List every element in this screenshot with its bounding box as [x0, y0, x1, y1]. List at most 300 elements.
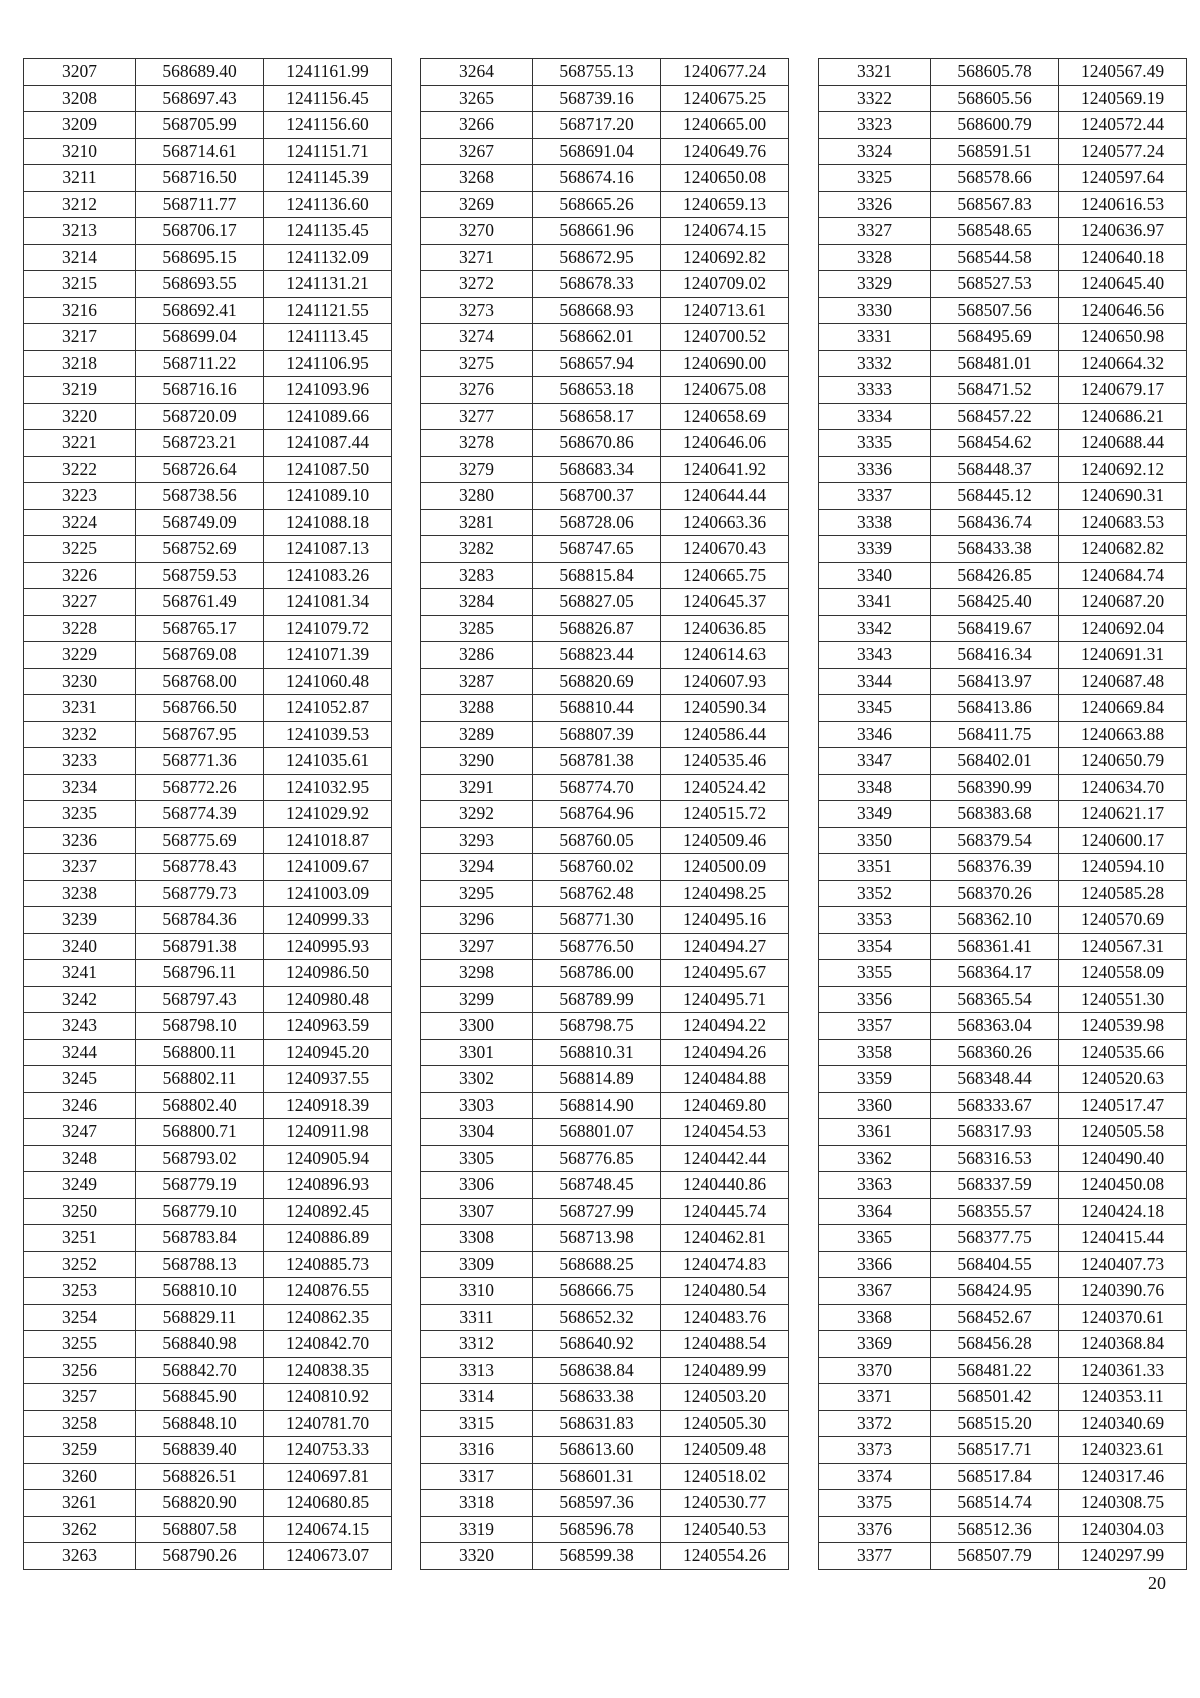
- x-coordinate-cell: 568596.78: [533, 1516, 661, 1543]
- table-row: [421, 138, 789, 165]
- table-row: [421, 1463, 789, 1490]
- y-coordinate-cell: 1240483.76: [661, 1304, 789, 1331]
- y-coordinate-cell: 1240650.98: [1059, 324, 1187, 351]
- point-number-cell: 3243: [24, 1013, 136, 1040]
- y-coordinate-cell: 1240442.44: [661, 1145, 789, 1172]
- point-number-cell: 3215: [24, 271, 136, 298]
- x-coordinate-cell: 568495.69: [931, 324, 1059, 351]
- table-row: [421, 589, 789, 616]
- y-coordinate-cell: 1240659.13: [661, 191, 789, 218]
- x-coordinate-cell: 568699.04: [136, 324, 264, 351]
- y-coordinate-cell: 1240650.08: [661, 165, 789, 192]
- y-coordinate-cell: 1240304.03: [1059, 1516, 1187, 1543]
- y-coordinate-cell: 1240674.15: [661, 218, 789, 245]
- point-number-cell: 3295: [421, 880, 533, 907]
- y-coordinate-cell: 1240551.30: [1059, 986, 1187, 1013]
- x-coordinate-cell: 568800.71: [136, 1119, 264, 1146]
- point-number-cell: 3341: [819, 589, 931, 616]
- point-number-cell: 3322: [819, 85, 931, 112]
- y-coordinate-cell: 1240480.54: [661, 1278, 789, 1305]
- x-coordinate-cell: 568738.56: [136, 483, 264, 510]
- x-coordinate-cell: 568711.77: [136, 191, 264, 218]
- y-coordinate-cell: 1240540.53: [661, 1516, 789, 1543]
- table-row: [421, 1119, 789, 1146]
- table-row: [819, 1092, 1187, 1119]
- y-coordinate-cell: 1240674.15: [264, 1516, 392, 1543]
- y-coordinate-cell: 1240361.33: [1059, 1357, 1187, 1384]
- x-coordinate-cell: 568776.85: [533, 1145, 661, 1172]
- y-coordinate-cell: 1240520.63: [1059, 1066, 1187, 1093]
- x-coordinate-cell: 568801.07: [533, 1119, 661, 1146]
- y-coordinate-cell: 1240664.32: [1059, 350, 1187, 377]
- point-number-cell: 3217: [24, 324, 136, 351]
- table-row: [24, 1119, 392, 1146]
- x-coordinate-cell: 568693.55: [136, 271, 264, 298]
- x-coordinate-cell: 568749.09: [136, 509, 264, 536]
- y-coordinate-cell: 1240616.53: [1059, 191, 1187, 218]
- point-number-cell: 3367: [819, 1278, 931, 1305]
- table-row: [24, 801, 392, 828]
- table-row: [819, 668, 1187, 695]
- point-number-cell: 3276: [421, 377, 533, 404]
- x-coordinate-cell: 568600.79: [931, 112, 1059, 139]
- y-coordinate-cell: 1240709.02: [661, 271, 789, 298]
- y-coordinate-cell: 1241161.99: [264, 59, 392, 86]
- x-coordinate-cell: 568776.50: [533, 933, 661, 960]
- y-coordinate-cell: 1241083.26: [264, 562, 392, 589]
- table-row: [24, 642, 392, 669]
- y-coordinate-cell: 1241088.18: [264, 509, 392, 536]
- point-number-cell: 3308: [421, 1225, 533, 1252]
- x-coordinate-cell: 568678.33: [533, 271, 661, 298]
- x-coordinate-cell: 568771.30: [533, 907, 661, 934]
- x-coordinate-cell: 568765.17: [136, 615, 264, 642]
- table-row: [421, 403, 789, 430]
- table-row: [819, 960, 1187, 987]
- y-coordinate-cell: 1240665.75: [661, 562, 789, 589]
- table-row: [24, 456, 392, 483]
- y-coordinate-cell: 1241156.60: [264, 112, 392, 139]
- page-number: 20: [1148, 1573, 1166, 1593]
- x-coordinate-cell: 568760.02: [533, 854, 661, 881]
- y-coordinate-cell: 1240885.73: [264, 1251, 392, 1278]
- y-coordinate-cell: 1240687.48: [1059, 668, 1187, 695]
- point-number-cell: 3306: [421, 1172, 533, 1199]
- point-number-cell: 3266: [421, 112, 533, 139]
- y-coordinate-cell: 1240649.76: [661, 138, 789, 165]
- point-number-cell: 3355: [819, 960, 931, 987]
- y-coordinate-cell: 1240663.36: [661, 509, 789, 536]
- table-row: [421, 986, 789, 1013]
- table-row: [24, 1410, 392, 1437]
- point-number-cell: 3261: [24, 1490, 136, 1517]
- x-coordinate-cell: 568363.04: [931, 1013, 1059, 1040]
- y-coordinate-cell: 1240524.42: [661, 774, 789, 801]
- y-coordinate-cell: 1240641.92: [661, 456, 789, 483]
- x-coordinate-cell: 568599.38: [533, 1543, 661, 1570]
- y-coordinate-cell: 1240489.99: [661, 1357, 789, 1384]
- y-coordinate-cell: 1241087.13: [264, 536, 392, 563]
- point-number-cell: 3232: [24, 721, 136, 748]
- x-coordinate-cell: 568544.58: [931, 244, 1059, 271]
- point-number-cell: 3354: [819, 933, 931, 960]
- x-coordinate-cell: 568454.62: [931, 430, 1059, 457]
- x-coordinate-cell: 568348.44: [931, 1066, 1059, 1093]
- point-number-cell: 3330: [819, 297, 931, 324]
- point-number-cell: 3332: [819, 350, 931, 377]
- table-row: [24, 112, 392, 139]
- x-coordinate-cell: 568706.17: [136, 218, 264, 245]
- table-row: [819, 1410, 1187, 1437]
- y-coordinate-cell: 1241081.34: [264, 589, 392, 616]
- point-number-cell: 3241: [24, 960, 136, 987]
- point-number-cell: 3286: [421, 642, 533, 669]
- x-coordinate-cell: 568802.40: [136, 1092, 264, 1119]
- point-number-cell: 3240: [24, 933, 136, 960]
- point-number-cell: 3259: [24, 1437, 136, 1464]
- x-coordinate-cell: 568691.04: [533, 138, 661, 165]
- y-coordinate-cell: 1240995.93: [264, 933, 392, 960]
- table-row: [819, 1039, 1187, 1066]
- x-coordinate-cell: 568786.00: [533, 960, 661, 987]
- y-coordinate-cell: 1241039.53: [264, 721, 392, 748]
- point-number-cell: 3312: [421, 1331, 533, 1358]
- point-number-cell: 3220: [24, 403, 136, 430]
- x-coordinate-cell: 568515.20: [931, 1410, 1059, 1437]
- y-coordinate-cell: 1241136.60: [264, 191, 392, 218]
- table-row: [421, 854, 789, 881]
- table-row: [24, 854, 392, 881]
- point-number-cell: 3300: [421, 1013, 533, 1040]
- y-coordinate-cell: 1240810.92: [264, 1384, 392, 1411]
- y-coordinate-cell: 1241121.55: [264, 297, 392, 324]
- y-coordinate-cell: 1240494.22: [661, 1013, 789, 1040]
- point-number-cell: 3299: [421, 986, 533, 1013]
- y-coordinate-cell: 1240454.53: [661, 1119, 789, 1146]
- y-coordinate-cell: 1240590.34: [661, 695, 789, 722]
- table-row: [24, 1384, 392, 1411]
- table-row: [819, 377, 1187, 404]
- y-coordinate-cell: 1240640.18: [1059, 244, 1187, 271]
- x-coordinate-cell: 568716.50: [136, 165, 264, 192]
- point-number-cell: 3307: [421, 1198, 533, 1225]
- y-coordinate-cell: 1240645.37: [661, 589, 789, 616]
- x-coordinate-cell: 568601.31: [533, 1463, 661, 1490]
- y-coordinate-cell: 1240569.19: [1059, 85, 1187, 112]
- table-row: [24, 774, 392, 801]
- point-number-cell: 3372: [819, 1410, 931, 1437]
- x-coordinate-cell: 568316.53: [931, 1145, 1059, 1172]
- y-coordinate-cell: 1240390.76: [1059, 1278, 1187, 1305]
- x-coordinate-cell: 568774.70: [533, 774, 661, 801]
- x-coordinate-cell: 568767.95: [136, 721, 264, 748]
- point-number-cell: 3283: [421, 562, 533, 589]
- point-number-cell: 3345: [819, 695, 931, 722]
- point-number-cell: 3280: [421, 483, 533, 510]
- x-coordinate-cell: 568800.11: [136, 1039, 264, 1066]
- y-coordinate-cell: 1240474.83: [661, 1251, 789, 1278]
- x-coordinate-cell: 568527.53: [931, 271, 1059, 298]
- point-number-cell: 3210: [24, 138, 136, 165]
- point-number-cell: 3310: [421, 1278, 533, 1305]
- point-number-cell: 3273: [421, 297, 533, 324]
- point-number-cell: 3336: [819, 456, 931, 483]
- x-coordinate-cell: 568829.11: [136, 1304, 264, 1331]
- point-number-cell: 3221: [24, 430, 136, 457]
- y-coordinate-cell: 1240503.20: [661, 1384, 789, 1411]
- y-coordinate-cell: 1241135.45: [264, 218, 392, 245]
- y-coordinate-cell: 1240700.52: [661, 324, 789, 351]
- y-coordinate-cell: 1240658.69: [661, 403, 789, 430]
- y-coordinate-cell: 1240665.00: [661, 112, 789, 139]
- point-number-cell: 3326: [819, 191, 931, 218]
- table-row: [819, 1013, 1187, 1040]
- point-number-cell: 3316: [421, 1437, 533, 1464]
- x-coordinate-cell: 568605.56: [931, 85, 1059, 112]
- y-coordinate-cell: 1240462.81: [661, 1225, 789, 1252]
- x-coordinate-cell: 568784.36: [136, 907, 264, 934]
- y-coordinate-cell: 1240669.84: [1059, 695, 1187, 722]
- x-coordinate-cell: 568810.10: [136, 1278, 264, 1305]
- table-row: [421, 430, 789, 457]
- table-row: [819, 403, 1187, 430]
- x-coordinate-cell: 568658.17: [533, 403, 661, 430]
- x-coordinate-cell: 568591.51: [931, 138, 1059, 165]
- y-coordinate-cell: 1240505.30: [661, 1410, 789, 1437]
- table-row: [421, 880, 789, 907]
- table-row: [24, 907, 392, 934]
- table-row: [24, 1543, 392, 1570]
- point-number-cell: 3374: [819, 1463, 931, 1490]
- y-coordinate-cell: 1240597.64: [1059, 165, 1187, 192]
- x-coordinate-cell: 568567.83: [931, 191, 1059, 218]
- point-number-cell: 3333: [819, 377, 931, 404]
- point-number-cell: 3349: [819, 801, 931, 828]
- point-number-cell: 3364: [819, 1198, 931, 1225]
- y-coordinate-cell: 1241052.87: [264, 695, 392, 722]
- point-number-cell: 3279: [421, 456, 533, 483]
- point-number-cell: 3363: [819, 1172, 931, 1199]
- point-number-cell: 3246: [24, 1092, 136, 1119]
- y-coordinate-cell: 1240692.04: [1059, 615, 1187, 642]
- y-coordinate-cell: 1240886.89: [264, 1225, 392, 1252]
- y-coordinate-cell: 1240450.08: [1059, 1172, 1187, 1199]
- x-coordinate-cell: 568674.16: [533, 165, 661, 192]
- table-row: [421, 695, 789, 722]
- x-coordinate-cell: 568775.69: [136, 827, 264, 854]
- table-row: [24, 430, 392, 457]
- table-row: [421, 377, 789, 404]
- x-coordinate-cell: 568517.84: [931, 1463, 1059, 1490]
- point-number-cell: 3324: [819, 138, 931, 165]
- y-coordinate-cell: 1240340.69: [1059, 1410, 1187, 1437]
- table-row: [421, 483, 789, 510]
- x-coordinate-cell: 568683.34: [533, 456, 661, 483]
- point-number-cell: 3281: [421, 509, 533, 536]
- table-row: [819, 1304, 1187, 1331]
- y-coordinate-cell: 1241151.71: [264, 138, 392, 165]
- x-coordinate-cell: 568778.43: [136, 854, 264, 881]
- y-coordinate-cell: 1240692.12: [1059, 456, 1187, 483]
- point-number-cell: 3325: [819, 165, 931, 192]
- x-coordinate-cell: 568548.65: [931, 218, 1059, 245]
- table-row: [819, 1145, 1187, 1172]
- point-number-cell: 3371: [819, 1384, 931, 1411]
- table-row: [819, 191, 1187, 218]
- point-number-cell: 3353: [819, 907, 931, 934]
- y-coordinate-cell: 1240488.54: [661, 1331, 789, 1358]
- x-coordinate-cell: 568747.65: [533, 536, 661, 563]
- point-number-cell: 3285: [421, 615, 533, 642]
- x-coordinate-cell: 568789.99: [533, 986, 661, 1013]
- x-coordinate-cell: 568839.40: [136, 1437, 264, 1464]
- point-number-cell: 3368: [819, 1304, 931, 1331]
- point-number-cell: 3359: [819, 1066, 931, 1093]
- point-number-cell: 3356: [819, 986, 931, 1013]
- x-coordinate-cell: 568728.06: [533, 509, 661, 536]
- table-row: [421, 1145, 789, 1172]
- x-coordinate-cell: 568716.16: [136, 377, 264, 404]
- x-coordinate-cell: 568771.36: [136, 748, 264, 775]
- table-row: [24, 960, 392, 987]
- y-coordinate-cell: 1240585.28: [1059, 880, 1187, 907]
- y-coordinate-cell: 1241035.61: [264, 748, 392, 775]
- x-coordinate-cell: 568689.40: [136, 59, 264, 86]
- x-coordinate-cell: 568688.25: [533, 1251, 661, 1278]
- table-row: [24, 1463, 392, 1490]
- x-coordinate-cell: 568810.44: [533, 695, 661, 722]
- table-row: [24, 138, 392, 165]
- table-row: [421, 1039, 789, 1066]
- y-coordinate-cell: 1240679.17: [1059, 377, 1187, 404]
- x-coordinate-cell: 568355.57: [931, 1198, 1059, 1225]
- table-row: [819, 1278, 1187, 1305]
- y-coordinate-cell: 1240999.33: [264, 907, 392, 934]
- x-coordinate-cell: 568631.83: [533, 1410, 661, 1437]
- point-number-cell: 3207: [24, 59, 136, 86]
- table-row: [819, 774, 1187, 801]
- y-coordinate-cell: 1240323.61: [1059, 1437, 1187, 1464]
- x-coordinate-cell: 568814.90: [533, 1092, 661, 1119]
- point-number-cell: 3216: [24, 297, 136, 324]
- table-row: [819, 933, 1187, 960]
- x-coordinate-cell: 568798.75: [533, 1013, 661, 1040]
- y-coordinate-cell: 1240692.82: [661, 244, 789, 271]
- x-coordinate-cell: 568781.38: [533, 748, 661, 775]
- x-coordinate-cell: 568820.90: [136, 1490, 264, 1517]
- y-coordinate-cell: 1240495.71: [661, 986, 789, 1013]
- y-coordinate-cell: 1241089.66: [264, 403, 392, 430]
- point-number-cell: 3292: [421, 801, 533, 828]
- table-row: [819, 112, 1187, 139]
- y-coordinate-cell: 1240645.40: [1059, 271, 1187, 298]
- table-row: [421, 960, 789, 987]
- x-coordinate-cell: 568713.98: [533, 1225, 661, 1252]
- point-number-cell: 3222: [24, 456, 136, 483]
- point-number-cell: 3346: [819, 721, 931, 748]
- table-row: [24, 933, 392, 960]
- point-number-cell: 3348: [819, 774, 931, 801]
- table-row: [421, 1066, 789, 1093]
- x-coordinate-cell: 568727.99: [533, 1198, 661, 1225]
- x-coordinate-cell: 568433.38: [931, 536, 1059, 563]
- table-row: [819, 456, 1187, 483]
- y-coordinate-cell: 1240753.33: [264, 1437, 392, 1464]
- x-coordinate-cell: 568638.84: [533, 1357, 661, 1384]
- table-row: [421, 350, 789, 377]
- table-row: [24, 1437, 392, 1464]
- point-number-cell: 3208: [24, 85, 136, 112]
- table-row: [819, 1384, 1187, 1411]
- y-coordinate-cell: 1240353.11: [1059, 1384, 1187, 1411]
- table-row: [819, 1198, 1187, 1225]
- y-coordinate-cell: 1240297.99: [1059, 1543, 1187, 1570]
- x-coordinate-cell: 568653.18: [533, 377, 661, 404]
- coordinate-table-1: [23, 58, 392, 1570]
- point-number-cell: 3274: [421, 324, 533, 351]
- y-coordinate-cell: 1240498.25: [661, 880, 789, 907]
- x-coordinate-cell: 568779.73: [136, 880, 264, 907]
- y-coordinate-cell: 1240600.17: [1059, 827, 1187, 854]
- y-coordinate-cell: 1241029.92: [264, 801, 392, 828]
- point-number-cell: 3315: [421, 1410, 533, 1437]
- x-coordinate-cell: 568413.97: [931, 668, 1059, 695]
- table-row: [421, 297, 789, 324]
- y-coordinate-cell: 1241089.10: [264, 483, 392, 510]
- point-number-cell: 3302: [421, 1066, 533, 1093]
- x-coordinate-cell: 568723.21: [136, 430, 264, 457]
- y-coordinate-cell: 1241132.09: [264, 244, 392, 271]
- y-coordinate-cell: 1240918.39: [264, 1092, 392, 1119]
- point-number-cell: 3269: [421, 191, 533, 218]
- table-row: [421, 933, 789, 960]
- x-coordinate-cell: 568670.86: [533, 430, 661, 457]
- y-coordinate-cell: 1241087.44: [264, 430, 392, 457]
- point-number-cell: 3377: [819, 1543, 931, 1570]
- table-row: [24, 1331, 392, 1358]
- table-row: [421, 1278, 789, 1305]
- table-row: [421, 1543, 789, 1570]
- y-coordinate-cell: 1240495.67: [661, 960, 789, 987]
- y-coordinate-cell: 1240636.85: [661, 615, 789, 642]
- point-number-cell: 3370: [819, 1357, 931, 1384]
- point-number-cell: 3327: [819, 218, 931, 245]
- y-coordinate-cell: 1240445.74: [661, 1198, 789, 1225]
- point-number-cell: 3362: [819, 1145, 931, 1172]
- point-number-cell: 3237: [24, 854, 136, 881]
- x-coordinate-cell: 568662.01: [533, 324, 661, 351]
- point-number-cell: 3318: [421, 1490, 533, 1517]
- y-coordinate-cell: 1240838.35: [264, 1357, 392, 1384]
- point-number-cell: 3223: [24, 483, 136, 510]
- point-number-cell: 3233: [24, 748, 136, 775]
- x-coordinate-cell: 568436.74: [931, 509, 1059, 536]
- table-row: [24, 695, 392, 722]
- table-row: [819, 1543, 1187, 1570]
- point-number-cell: 3338: [819, 509, 931, 536]
- x-coordinate-cell: 568772.26: [136, 774, 264, 801]
- y-coordinate-cell: 1240675.25: [661, 85, 789, 112]
- x-coordinate-cell: 568517.71: [931, 1437, 1059, 1464]
- y-coordinate-cell: 1240494.27: [661, 933, 789, 960]
- table-row: [421, 615, 789, 642]
- table-row: [819, 748, 1187, 775]
- y-coordinate-cell: 1241032.95: [264, 774, 392, 801]
- point-number-cell: 3251: [24, 1225, 136, 1252]
- x-coordinate-cell: 568424.95: [931, 1278, 1059, 1305]
- x-coordinate-cell: 568514.74: [931, 1490, 1059, 1517]
- x-coordinate-cell: 568426.85: [931, 562, 1059, 589]
